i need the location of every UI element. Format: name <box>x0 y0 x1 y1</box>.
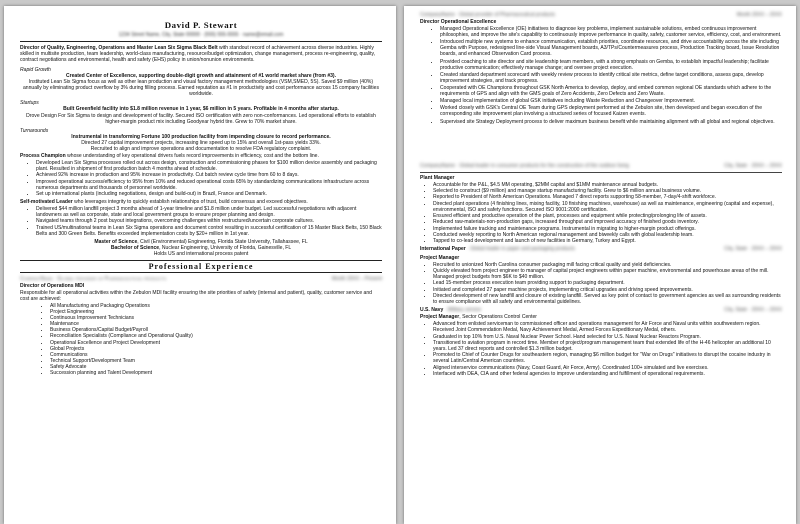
list-item: • Initiated and completed 27 paper machine projects, implementing critical upgrades and driving speed improvements. <box>433 287 782 293</box>
divider <box>420 172 782 173</box>
list-item: • Quickly elevated from project engineer to manager of capital project engineers within paper machine, environmental and powerhouse areas of the mill. Managed project budgets from $6K to $40 million. <box>433 268 782 280</box>
project-manager-list <box>420 262 782 306</box>
list-item: • Developed Lean Six Sigma processes rolled out across design, construction and commissioning phases for $100 million device assembly and packaging plant. Resulted in shipment of first production batch 4 months ahead of schedule. <box>36 160 382 172</box>
page2-header <box>420 12 782 18</box>
resume-page-1 <box>4 6 396 524</box>
self-motivated-label: Self-motivated Leader <box>20 199 73 206</box>
list-item: • Advanced from enlisted serviceman to commissioned officer and operations management for Air Force and Naval units within southwestern region. Received Joint Commendation Medal, Navy Achievement Medal, Armed Forces Expeditionary Medal, others. <box>433 321 782 333</box>
turnarounds-line: Directed 27 capital improvement projects, increasing line speed up to 15% and overall 1st-pass yields 33%. <box>81 139 321 146</box>
list-item: • Recruited to unionized North Carolina consumer packaging mill facing critical quality and yield deficiencies. <box>433 262 782 268</box>
list-item: • Operational Excellence and Project Development <box>50 340 382 346</box>
candidate-name: David P. Stewart <box>164 20 238 30</box>
degree: Bachelor of Science <box>110 244 160 251</box>
list-item: • Lead 15-member process execution team providing support to packaging department. <box>433 280 782 286</box>
self-motivated-intro <box>20 199 382 205</box>
list-item: • Safety Advocate <box>50 364 382 370</box>
job-header <box>20 276 382 282</box>
startups-title: Startups <box>20 100 39 107</box>
process-champion-text: whose understanding of key operational drivers fuels record improvements in efficiency, cost and the bottom line. <box>65 152 319 159</box>
list-item: • Delivered $44 million landfill project 3 months ahead of 1-year timeline and $1.8 million under budget. Led successful negotiations with adjacent landowners as well as corporate, state and local government groups to ensure proper planning and design. <box>36 206 382 218</box>
list-item: • Set up international plants (including negotiations, design and build-out) in Brazil, France and Denmark. <box>36 191 382 197</box>
list-item: • Selected to construct ($9 million) and manage startup manufacturing facility. Grew to $6 million annual business volume. <box>433 188 782 194</box>
process-champion-list <box>20 160 382 197</box>
list-item: • All Manufacturing and Packaging Operations <box>50 303 382 309</box>
list-item: • Global Projects <box>50 346 382 352</box>
job-title: Director of Operations MDI <box>20 283 85 290</box>
company-desc: · Global leader in paper and packaging products <box>465 246 575 253</box>
list-item: • Created standard department scorecard with weekly review process to identify critical site metrics, define target conditions, assess gaps, develop improvement strategies, and track progress. <box>440 72 782 84</box>
self-motivated-text: who leverages integrity to quickly establish relationships of trust, build consensus and exceed objectives. <box>72 199 308 206</box>
navy-role <box>420 314 782 320</box>
list-item: • Tapped to co-lead development and launch of new facilities in Germany, Turkey and Egypt. <box>433 238 782 244</box>
list-item: • Implemented failure tracking and maintenance programs. Instrumental in migrating to higher-margin product offerings. <box>433 226 782 232</box>
list-item: • Worked closely with GSK's Central OE Team during GPS deployment performed at the Zebulon site, then developed and began execution of the corresponding site improvement plan involving a structured series of focused Kaizen events. <box>440 105 782 117</box>
contact-line: 1234 Street Name, City, State 00000 · (555) 555-5555 · name@email.com <box>118 32 284 38</box>
list-item: • Transitioned to aviation program in record time. Member of project/program management team that extended life of the H-46 helicopter an additional 10 years. Led 37 direct reports and controlled $1.3 million budget. <box>433 340 782 352</box>
navy-list <box>420 321 782 377</box>
summary-title: Director of Quality, Engineering, Operations and Master Lean Six Sigma Black Belt <box>20 45 218 52</box>
job-header <box>420 246 782 252</box>
process-champion-intro <box>20 153 382 159</box>
company-label: International Paper <box>420 246 466 253</box>
job-description: Responsible for all operational activities within the Zebulon MDI facility ensuring the site priorities of safety (internal and patient), quality, customer service and cost are achieved: <box>20 290 372 303</box>
job-title: Project Manager <box>420 254 460 261</box>
list-item: • Introduced multiple new systems to enhance communication, establish priorities, coordinate resources, and drive accountability across the site including Gemba with Purpose, redesigned line-side Visual Management boards, A3/TPs/Countermeasures process, Production Tracking board, Issue Resolution boards, and enhanced Observation Card process. <box>440 39 782 57</box>
startups-headline: Built Greenfield facility into $1.8 million revenue in 1 year, $6 million in 5 years. Profitable in 4 months after startup. <box>63 106 339 113</box>
list-item: • Achieved 92% increase in production and 95% increase in productivity. Cut batch review cycle time from 60 to 8 days. <box>36 172 382 178</box>
company-name: CompanyName · Global provider of Pharmaceutical products <box>420 12 556 18</box>
job-header <box>420 163 782 169</box>
company-name <box>420 246 575 252</box>
summary <box>20 45 382 63</box>
job-dates: Month 20XX – 20XX <box>736 12 782 18</box>
startups-body: Drove Design For Six Sigma to design and development of facility. Secured ISO certification with zero non-conformances. Led operational efforts to establish higher-margin product mix including Goodyear hybrid tire. Grew to 70% market share. <box>26 112 376 125</box>
list-item: • Provided coaching to site director and site leadership team members, with a strong emphasis on Gemba, to establish impactful leadership; facilitate productive communication; effectively manage change; and oversee project execution. <box>440 59 782 71</box>
list-item: • Continuous Improvement Technicians <box>50 315 382 321</box>
patent-note: Holds US and international process patent <box>153 250 249 257</box>
list-item: • Accountable for the P&L, $4.5 MM operating, $2MM capital and $1MM maintenance annual budgets. <box>433 182 782 188</box>
list-item: • Directed plant operations (4 finishing lines, mixing facility, 10 finishing machines, warehouse) as well as maintenance, engineering (capital and expense), environmental, ISO and safety functions. Secured ISO 9001:2000 certification. <box>433 201 782 213</box>
job-dates: City, State · 20XX – 20XX <box>724 246 782 253</box>
responsibilities-list <box>20 303 382 376</box>
list-item: • Navigated teams through 2 post buyout integrations, overcoming challenges within restructured/uncertain corporate cultures. <box>36 218 382 224</box>
list-item: • Project Engineering <box>50 309 382 315</box>
company-desc: · Military service <box>443 307 482 314</box>
page-gap <box>420 127 782 161</box>
list-item: • Technical Support/Development Team <box>50 358 382 364</box>
list-item: • Communications <box>50 352 382 358</box>
list-item: • Cooperated with OE Champions throughout GSK North America to develop, deploy, and embed common regional OE standards which adhere to the requirements of GPS and align with the GMS goals of Zero Accidents, Zero Defects and Zero Waste. <box>440 85 782 97</box>
degree: Master of Science <box>94 238 138 245</box>
turnarounds-line: Recruited to align and improve operations and documentation to resolve FDA regulatory complaint. <box>90 145 312 152</box>
director-oe-list <box>420 26 782 124</box>
list-item: • Trained US/multinational teams in Lean Six Sigma operations and document control resulting in successful certification of 15 Master Black Belts, 150 Black Belts and 300 Green Belts. Benefits exceeded implementation costs by $20+ million in 1st year. <box>36 225 382 237</box>
job-title: Plant Manager <box>420 174 455 181</box>
list-item: • Supervised site Strategy Deployment process to deliver maximum business benefit while maintaining alignment with all global and regional objectives. <box>440 119 782 125</box>
rapid-growth-body: Instituted Lean Six Sigma focus as well as other lean production and visual factory management methodologies (VSM,SMED, 5S). Saved $9 million (40%) annually by eliminating product overflow by 3% during filling process. Earned reputation as #1 in productivity and cost performance across 15 company facilities worldwide. <box>23 79 379 98</box>
turnarounds-title: Turnarounds <box>20 127 49 134</box>
degree-detail: , Nuclear Engineering, University of Florida, Gainesville, FL <box>159 244 292 251</box>
job-title-suffix: , Sector Operations Control Center <box>459 314 537 321</box>
process-champion-label: Process Champion <box>20 152 66 159</box>
list-item: • Interfaced with DEA, CIA and other federal agencies to improve understanding and fulfillment of operational requirements. <box>433 371 782 377</box>
list-item: • Managed Operational Excellence (OE) initiatives to diagnose key problems, implement sustainable solutions, embed continuous improvement philosophies, and improve the site's capability to continuously improve performance in quality, safety, customer service, efficiency, cost, and environment. <box>440 26 782 38</box>
header-rule <box>20 41 382 42</box>
list-item: • Conducted weekly reporting to North American regional management and biweekly calls with global leadership team. <box>433 232 782 238</box>
resume-page-2 <box>404 6 796 524</box>
list-item: • Improved operational success/efficiency to 95% from 10% and reduced operational costs 65% by standardizing communications infrastructure across numerous departments and thousands of personnel worldwide. <box>36 179 382 191</box>
rapid-growth-headline: Created Center of Excellence, supporting double-digit growth and attainment of #1 world market share (from #3). <box>65 73 337 80</box>
job-title: Project Manager <box>420 314 460 321</box>
list-item: • Ensured efficient and productive operation of the plant, processes and equipment while protecting/prolonging life of assets. <box>433 213 782 219</box>
section-professional-experience: Professional Experience <box>20 260 382 273</box>
list-item: • Maintenance <box>50 321 382 327</box>
job-header <box>420 307 782 313</box>
company-name: CompanyName · Global provider of Pharmaceutical products <box>20 276 167 283</box>
summary-body: with standout record of achievement across diverse industries. Highly skilled in multisite production, team leadership, world-class manufacturing, resource/budget optimization, change management, process re-engineering, quality, contract negotiations and environmental, health and safety (EHS) policy in union/nonunion environments. <box>20 45 376 64</box>
company-label: U.S. Navy <box>420 307 444 314</box>
rapid-growth-title: Rapid Growth <box>20 67 51 74</box>
job-dates: City, State · 20XX – 20XX <box>724 307 782 314</box>
list-item: • Aligned interservice communications (Navy, Coast Guard, Air Force, Army). Coordinated 100+ simulated and live exercises. <box>433 365 782 371</box>
list-item: • Graduated in top 10% from U.S. Naval Nuclear Power School. Hand selected for U.S. Naval Nuclear Reactors Program. <box>433 334 782 340</box>
list-item: • Promoted to Chief of Counter Drugs for southeastern region, managing $6 million budget for "War on Drugs" initiatives to disrupt the cocaine industry in several Latin/Central American countries. <box>433 352 782 364</box>
list-item: • Reduced raw-materials-non-production gaps, increased throughput and improved accuracy of finished goods inventory. <box>433 219 782 225</box>
list-item: • Reported to President of North American Operations. Managed 7 direct reports supporting 58-member, 7-day/4-shift workforce. <box>433 194 782 200</box>
self-motivated-list <box>20 206 382 237</box>
job-dates: City, State · 20XX – 20XX <box>724 162 782 169</box>
company-name <box>420 307 481 313</box>
list-item: • Managed local implementation of global GSK initiatives including Waste Reduction and Changeover Improvement. <box>440 98 782 104</box>
turnarounds-headline: Instrumental in transforming Fortune 100 production facility from impending closure to record performance. <box>71 133 331 140</box>
job-dates: Month 20XX – Present <box>331 276 382 283</box>
job-title: Director Operational Excellence <box>420 19 497 26</box>
list-item: • Business Operations/Capital Budget/Payroll <box>50 327 382 333</box>
list-item: • Reconciliation Specialists (Compliance and Operational Quality) <box>50 333 382 339</box>
list-item: • Succession planning and Talent Development <box>50 370 382 376</box>
degree-detail: , Civil (Environmental) Engineering, Florida State University, Tallahassee, FL <box>137 238 308 245</box>
plant-manager-list <box>420 182 782 245</box>
company-name: CompanyName · Global leader in consumer products for the construction of the outdoor living <box>420 162 629 169</box>
list-item: • Directed development of new landfill and closure of existing landfill. Served as key point of contact to government agencies as well as surrounding residents to ensure compliance with all safety and environmental guidelines. <box>433 293 782 305</box>
